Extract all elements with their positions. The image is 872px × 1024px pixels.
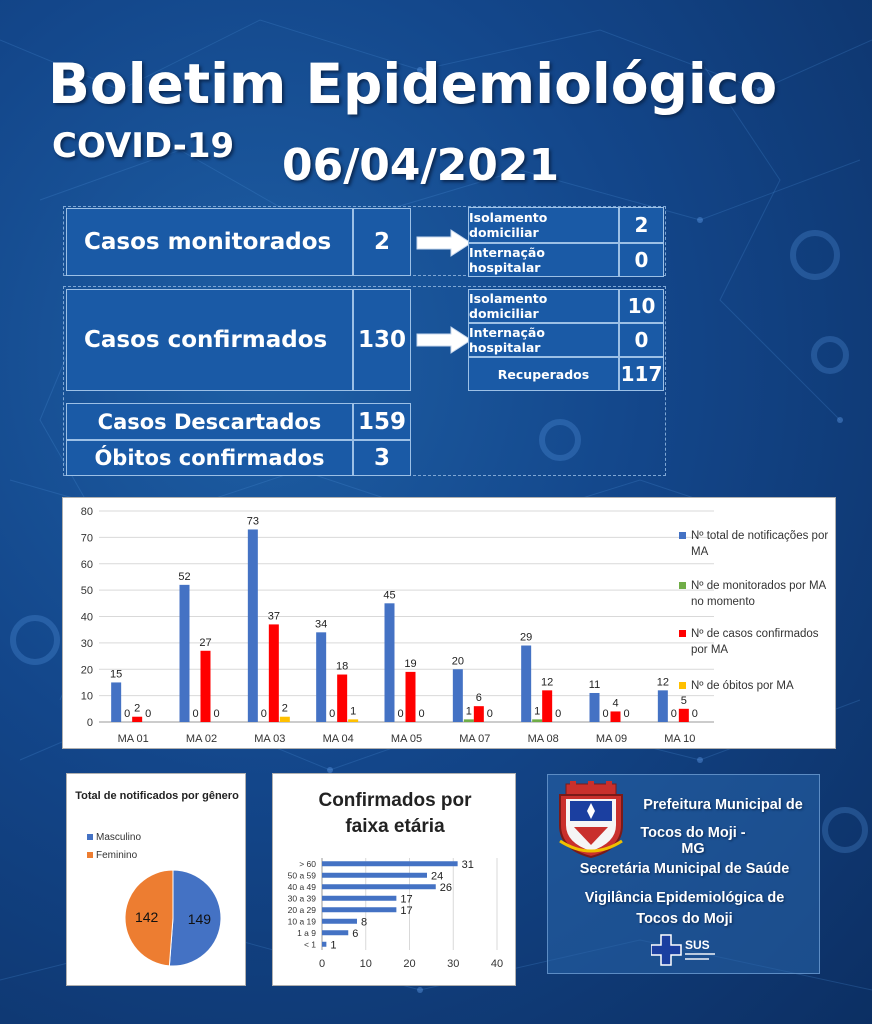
prefeitura-label: Prefeitura Municipal de [643,797,803,813]
x-tick-label: MA 07 [459,733,491,745]
bar-value-label: 20 [451,655,464,668]
bar-1 [248,529,258,722]
bar-value-label: 0 [397,708,404,720]
x-tick-label: 30 [447,958,460,970]
bar-3 [201,651,211,722]
bar-1 [521,646,531,722]
monitorados-internacao-label: Internação hospitalar [468,243,619,277]
subtitle-covid: COVID-19 [52,126,235,166]
bar-value-label: 0 [623,708,630,720]
legend-label: Masculino [96,832,142,843]
y-tick-label: 80 [80,506,93,518]
age-bar-value-label: 1 [330,939,337,952]
y-tick-label: 0 [86,717,93,729]
monitorados-value: 2 [353,208,411,276]
age-bar-value-label: 17 [400,893,413,906]
x-tick-label: 40 [490,958,504,970]
secretaria-label: Secretária Municipal de Saúde [579,861,790,877]
bar-2 [464,719,474,722]
x-tick-label: MA 04 [322,733,354,745]
pie-value-label: 142 [134,909,159,926]
x-tick-label: MA 05 [390,733,423,745]
bar-value-label: 37 [267,610,280,623]
age-bar [322,896,396,901]
recuperados-value: 117 [619,357,664,391]
obitos-value: 3 [353,440,411,476]
x-tick-label: MA 09 [595,733,628,745]
bar-3 [611,711,621,722]
legend-swatch [679,630,686,637]
bar-1 [180,585,190,722]
bar-value-label: 0 [329,708,336,720]
bar-value-label: 1 [465,705,472,718]
legend-label: Nº total de notificações por MA [691,530,829,558]
bar-value-label: 0 [691,708,698,720]
y-tick-label: 40 a 49 [287,881,316,892]
bar-value-label: 0 [145,708,152,720]
age-bar [322,884,436,889]
confirmados-internacao-label: Internação hospitalar [468,323,619,357]
confirmados-value: 130 [353,289,411,391]
x-tick-label: 10 [359,958,372,970]
bar-value-label: 5 [680,694,687,707]
bar-1 [590,693,600,722]
y-tick-label: 60 [80,558,93,571]
municipality-panel [547,774,820,974]
age-bar [322,873,427,878]
age-bar-value-label: 26 [439,881,452,894]
legend-swatch [679,532,686,539]
bar-3 [132,717,142,722]
bar-value-label: 27 [199,636,212,649]
bar-3 [474,706,484,722]
x-tick-label: MA 08 [527,733,559,745]
bar-value-label: 4 [612,697,619,710]
age-bar [322,930,348,935]
y-tick-label: > 60 [299,858,316,869]
bar-value-label: 0 [602,708,609,720]
bar-value-label: 12 [656,676,669,689]
x-tick-label: MA 03 [254,733,286,745]
bar-value-label: 15 [110,668,123,681]
y-tick-label: 30 [80,637,93,650]
bar-1 [385,603,395,722]
page-title: Boletim Epidemiológico [48,52,778,116]
age-bar-chart [273,774,517,987]
bar-value-label: 0 [555,708,562,720]
age-bar-value-label: 31 [461,858,474,871]
bar-value-label: 73 [246,515,259,528]
age-chart-title-text: Confirmados por faixa etária [318,790,472,837]
bar-2 [532,719,542,722]
legend-swatch [679,682,686,689]
bar-value-label: 45 [383,589,396,602]
descartados-value: 159 [353,403,411,440]
age-bar-value-label: 17 [400,904,413,917]
gender-pie-panel [66,773,246,986]
legend-swatch [679,582,686,589]
descartados-label: Casos Descartados [66,403,353,440]
bar-value-label: 11 [588,678,601,691]
monitorados-internacao-value: 0 [619,243,664,277]
bar-value-label: 0 [670,708,677,720]
bar-value-label: 0 [486,708,493,720]
age-bar-value-label: 24 [431,870,444,883]
legend-label: Nº de monitorados por MA no momento [691,580,826,608]
y-tick-label: 20 [80,664,93,677]
y-tick-label: 10 [80,690,93,703]
bar-value-label: 29 [520,631,533,644]
monitorados-label: Casos monitorados [66,208,353,276]
bar-value-label: 0 [124,708,131,720]
bar-1 [453,669,463,722]
bar-1 [111,682,121,722]
vigilancia-label-2: Tocos do Moji [636,911,733,927]
bar-3 [337,675,347,722]
confirmados-label: Casos confirmados [66,289,353,391]
monitorados-isolamento-value: 2 [619,207,664,243]
confirmados-isolamento-label: Isolamento domiciliar [468,289,619,323]
bar-value-label: 52 [178,570,191,583]
y-tick-label: 1 a 9 [297,927,316,938]
bar-3 [406,672,416,722]
sus-logo-icon [651,933,719,969]
sus-text: SUS [685,938,710,952]
bar-4 [280,717,290,722]
x-tick-label: MA 01 [117,733,149,745]
bar-value-label: 34 [315,618,328,631]
y-tick-label: 50 [80,585,93,598]
bar-3 [269,624,279,722]
confirmados-internacao-value: 0 [619,323,664,357]
arrow-right-icon [415,229,473,257]
legend-label: Nº de casos confirmados por MA [691,628,819,656]
bar-value-label: 18 [336,660,349,673]
y-tick-label: 30 a 39 [287,893,316,904]
report-date: 06/04/2021 [282,140,560,191]
vigilancia-label-1: Vigilância Epidemiológica de [584,890,785,906]
x-tick-label: MA 10 [664,733,696,745]
bar-value-label: 0 [213,708,220,720]
legend-swatch [87,852,93,858]
age-bar [322,861,458,866]
bar-4 [348,719,358,722]
legend-label: Nº de óbitos por MA [691,680,794,692]
monitorados-isolamento-label: Isolamento domiciliar [468,207,619,243]
arrow-right-icon [415,326,473,354]
gender-pie-title: Total de notificados por gênero [75,790,239,802]
bar-value-label: 2 [134,702,141,715]
x-tick-label: 0 [318,958,326,970]
bar-value-label: 0 [260,708,267,720]
x-tick-label: MA 02 [185,733,218,745]
x-tick-label: 20 [403,958,416,970]
bar-1 [658,690,668,722]
age-bar-value-label: 8 [361,916,368,929]
y-tick-label: 10 a 19 [287,916,316,927]
bar-value-label: 1 [350,705,357,718]
bar-value-label: 19 [404,657,417,670]
age-bar-value-label: 6 [352,927,359,940]
y-tick-label: 20 a 29 [287,904,316,915]
age-bar-panel [272,773,516,986]
pie-value-label: 149 [187,910,212,927]
age-bar [322,907,396,912]
gender-pie-chart [67,774,247,987]
bar-3 [679,709,689,722]
bar-value-label: 0 [192,708,199,720]
ma-bar-chart-panel [62,497,836,749]
y-tick-label: 50 a 59 [287,870,316,881]
confirmados-isolamento-value: 10 [619,289,664,323]
bar-value-label: 0 [418,708,425,720]
y-tick-label: < 1 [303,939,316,950]
legend-swatch [87,834,93,840]
cidade-label: Tocos do Moji - MG [640,825,746,857]
recuperados-label: Recuperados [468,357,619,391]
age-bar [322,919,357,924]
bar-value-label: 1 [534,705,541,718]
y-tick-label: 40 [80,611,93,624]
obitos-label: Óbitos confirmados [66,440,353,476]
bar-3 [542,690,552,722]
bar-1 [316,632,326,722]
y-tick-label: 70 [80,532,93,545]
age-bar [322,942,326,947]
bar-value-label: 12 [541,676,554,689]
legend-label: Feminino [96,850,138,861]
coat-of-arms-icon [552,781,630,859]
bar-value-label: 2 [281,702,288,715]
bar-value-label: 6 [475,692,482,705]
